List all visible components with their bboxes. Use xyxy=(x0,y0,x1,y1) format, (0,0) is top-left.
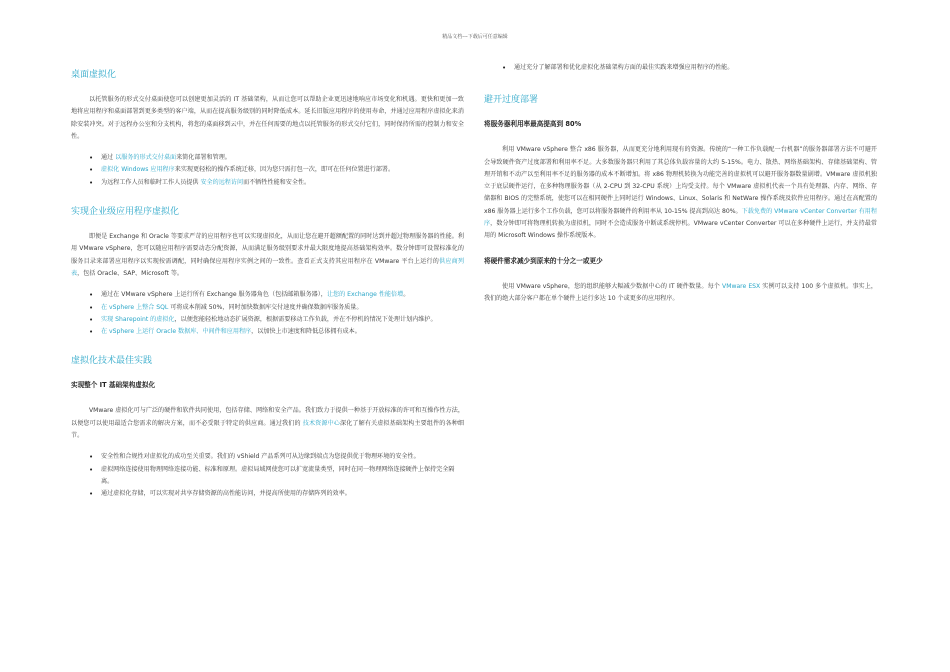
bullet-icon: • xyxy=(502,64,507,72)
bullet-icon: • xyxy=(89,490,94,499)
list-item: • 为远程工作人员和临时工作人员提供 安全的远程访问而不牺牲性能和安全性。 xyxy=(71,177,464,189)
bullet-icon: • xyxy=(89,154,94,163)
right-column xyxy=(484,62,877,305)
section-title-desktop-virtualization: 桌面虚拟化 xyxy=(71,70,117,80)
bullet-list xyxy=(71,152,464,189)
section-paragraph: VMware 虚拟化可与广泛的硬件和软件共同使用，包括存储、网络和安全产品。我们致力于提供一种基于开放标准的许可和互操作性方法，以便您可以使用最适合您需求的解决方案，而不必受限于特定的供应商。通过我们的 技术资源中心深化了解有关虚拟基础架构主要组件的各种细节。 xyxy=(71,407,465,440)
page-header-note: 精品文档---下载后可任意编辑 xyxy=(442,34,508,40)
section-paragraph: 使用 VMware vSphere，您的组织能够大幅减少数据中心的 IT 硬件数量。每个 VMware ESX 实例可以支持 100 多个虚拟机。事实上，我们的绝大部分客户都在单个硬件上运行多达 10 个或更多的应用程序。 xyxy=(484,282,877,302)
tech-resource-center-link[interactable]: 技术资源中心 xyxy=(302,419,340,427)
link[interactable]: 在 vSphere 上整合 SQL xyxy=(101,303,169,311)
bullet-icon: • xyxy=(89,453,94,462)
list-item: • 在 vSphere 上整合 SQL 可将成本削减 50%，同时加快数据库交付速度并确保数据库服务质量。 xyxy=(71,302,464,314)
link[interactable]: 虚拟化 Windows 应用程序 xyxy=(101,166,175,174)
list-item: • 通过 以服务的形式交付桌面来简化部署和管理。 xyxy=(71,152,464,164)
converter-download-link[interactable]: 下载免费的 VMware vCenter Converter 有用程序 xyxy=(484,207,878,228)
section-title-avoid-overprovisioning: 避开过度部署 xyxy=(484,95,539,106)
bullet-list xyxy=(484,62,877,74)
bullet-icon: • xyxy=(89,328,94,337)
section-title-enterprise-app-virtualization: 实现企业级应用程序虚拟化 xyxy=(71,207,180,218)
list-item: • 安全性和合规性对虚拟化的成功至关重要。我们的 vShield 产品系列可从边缘到端点为您提供优于物理环境的安全性。 xyxy=(71,451,464,463)
list-item: • 实现 Sharepoint 的虚拟化，以便您能轻松地动态扩展资源，根据需要移动工作负载，并在不停机的情况下处理计划内维护。 xyxy=(71,314,464,326)
link[interactable]: 以服务的形式交付桌面 xyxy=(115,154,177,162)
list-item: • 通过在 VMware vSphere 上运行所有 Exchange 服务器角色（包括邮箱服务器），让您的 Exchange 性能倍增。 xyxy=(71,289,464,301)
section-paragraph: 利用 VMware vSphere 整合 x86 服务器，从而更充分地利用现有的资源。传统的“一种工作负载配一台机器”的服务器部署方法不可避开会导致硬件资产过度部署和利用率不足。大多数服务器只利用了其总体负载容量的大约 5-15%。电力、散热、网络基础架构、存储基础架构、管理开销和不动产以至利用率不足的服务器的成本不断增加。将 x86 物理机转换为功能完善的虚拟机可以避开服务器数量剧增。VMware 虚拟机独立于底层硬件运行，在多种物理服务器（从 2-CPU 到 32-CPU 系统）上均受支持。每个 VMware 虚拟机代表一个具有处理器、内存、网络、存储器和 BIOS 的完整系统，使您可以在相同硬件上同时运行 Windows、Linux、Solaris 和 NetWare 操作系统及软件应用程序。通过在高配置的 x86 服务器上运行多个工作负载，您可以将服务器硬件的利用率从 10-15% 提高到高达 80%。下载免费的 VMware vCenter Converter 有用程序，数分钟即可将物理机转换为虚拟机，同时不会造成服务中断或系统停机。VMware vCenter Converter 可以在多种硬件上运行，并支持最常用的 Microsoft Windows 操作系统版本。 xyxy=(484,146,878,240)
section-subtitle: 将服务器利用率最高提高到 80% xyxy=(484,120,582,129)
link[interactable]: 在 vSphere 上运行 Oracle 数据库、中间件和应用程序 xyxy=(101,328,252,336)
left-column xyxy=(71,62,464,501)
section-subtitle: 实现整个 IT 基础架构虚拟化 xyxy=(71,381,156,390)
bullet-icon: • xyxy=(89,166,94,175)
bullet-icon: • xyxy=(89,178,94,187)
list-item: • 在 vSphere 上运行 Oracle 数据库、中间件和应用程序，以加快上市速度和降低总体拥有成本。 xyxy=(71,326,464,338)
bullet-list xyxy=(71,289,464,338)
list-item: • 通过充分了解部署和优化虚拟化基础架构方面的最佳实践来增强应用程序的性能。 xyxy=(484,62,877,74)
link[interactable]: 安全的远程访问 xyxy=(200,178,244,186)
section-subtitle: 将硬件需求减少到原来的十分之一或更少 xyxy=(484,256,603,265)
section-title-best-practices: 虚拟化技术最佳实践 xyxy=(71,356,153,367)
link[interactable]: 实现 Sharepoint 的虚拟化 xyxy=(101,315,175,323)
list-item: • 虚拟网络连接使用物理网络连接功能、标准和原理。虚拟局域网使您可以扩宽流量类型，同时在同一物理网络连接硬件上保持完全隔离。 xyxy=(89,465,455,485)
section-paragraph: 即便是 Exchange 和 Oracle 等要求严苛的应用程序也可以实现虚拟化，从而让您在避开超额配置的同时达到并超过物理服务器的性能。利用 VMware vSphere，您可以随应用程序需要动态分配资源，从而满足服务级别要求并最大限度地提高基础架构效率。数分钟即可设置标准化的服务目录来部署应用程序以实现按需调配，同时确保应用程序实例之间的一致性。查看正式支持其应用程序在 VMware 平台上运行的供应商列表，包括 Oracle、SAP、Microsoft 等。 xyxy=(71,233,465,277)
bullet-icon: • xyxy=(89,465,94,474)
list-item: • 虚拟化 Windows 应用程序来实现更轻松的操作系统迁移，因为您只需打包一次，即可在任何位置进行部署。 xyxy=(71,164,464,176)
bullet-icon: • xyxy=(89,303,94,312)
vendor-list-link[interactable]: 供应商列表 xyxy=(71,257,465,277)
section-paragraph: 以托管服务的形式交付桌面使您可以创建更加灵活的 IT 基础架构，从而让您可以帮助企业更迅速地响应市场变化和机遇。更快和更加一致地将应用程序和桌面部署到更多类型的客户端，从而在提高服务级别的同时降低成本。延长旧版应用程序的使用寿命，并通过应用程序虚拟化来消除安装冲突。对于远程办公室和分支机构，将您的桌面移到云中，并在任何需要的地点以托管服务的形式交付它们，同时保持所需的控制力和安全性。 xyxy=(71,96,464,140)
bullet-icon: • xyxy=(89,315,94,324)
vmware-esx-link[interactable]: VMware ESX xyxy=(722,282,761,290)
bullet-list xyxy=(71,451,464,500)
bullet-icon: • xyxy=(89,291,94,300)
link[interactable]: 让您的 Exchange 性能倍增 xyxy=(326,291,404,299)
list-item: • 通过虚拟化存储，可以实现对共享存储资源的高性能访问，并提高所使用的存储阵列的效率。 xyxy=(71,488,464,500)
